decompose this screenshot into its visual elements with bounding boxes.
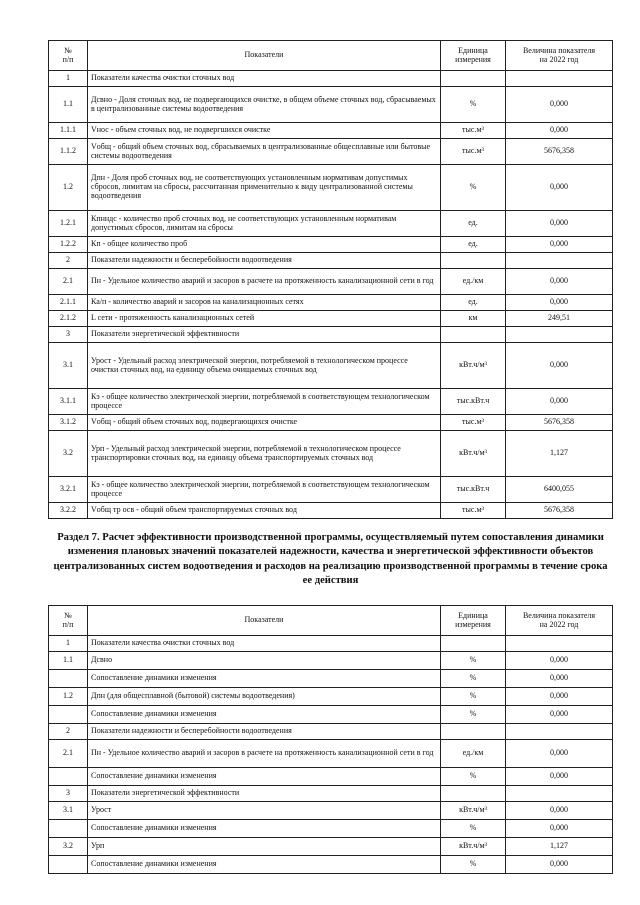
efficiency-table — [48, 605, 613, 874]
row-value: 0,000 — [506, 856, 613, 874]
row-number: 3.2.2 — [49, 503, 88, 519]
row-indicator: Показатели качества очистки сточных вод — [88, 71, 441, 87]
row-unit — [441, 636, 506, 652]
row-value: 0,000 — [506, 123, 613, 139]
row-unit: кВт.ч/м³ — [441, 838, 506, 856]
col-value-header: Величина показателя на 2022 год — [506, 606, 613, 636]
table-row — [49, 802, 613, 820]
row-number: 3 — [49, 786, 88, 802]
row-number: 3.2.1 — [49, 477, 88, 503]
row-value — [506, 327, 613, 343]
row-value: 5676,358 — [506, 415, 613, 431]
row-number: 1.1 — [49, 652, 88, 670]
row-value: 0,000 — [506, 802, 613, 820]
row-value: 0,000 — [506, 768, 613, 786]
row-unit — [441, 327, 506, 343]
table-row — [49, 652, 613, 670]
section-7-title: Раздел 7. Расчет эффективности производственной программы, осуществляемый путем сопоставления динамики изменения плановых значений показателей надежности, качества и энергетической эффективности объектов централизованных систем водоотведения и расходов на реализацию производственной программы в течение срока ее действия — [53, 532, 608, 586]
row-number: 2.1 — [49, 269, 88, 295]
row-value: 5676,358 — [506, 139, 613, 165]
table-row — [49, 820, 613, 838]
row-indicator: Дпн (для общесплавной (бытовой) системы водоотведения) — [88, 688, 441, 706]
table-row — [49, 237, 613, 253]
table-row — [49, 688, 613, 706]
row-value: 0,000 — [506, 211, 613, 237]
row-unit: кВт.ч/м³ — [441, 343, 506, 389]
row-value: 1,127 — [506, 838, 613, 856]
row-number: 1 — [49, 71, 88, 87]
table-row — [49, 670, 613, 688]
row-value: 0,000 — [506, 688, 613, 706]
row-indicator: Дсвно - Доля сточных вод, не подвергающихся очистке, в общем объеме сточных вод, сбрасываемых в централизованные системы водоотведения — [88, 87, 441, 123]
table-row — [49, 636, 613, 652]
row-indicator: Сопоставление динамики изменения — [88, 856, 441, 874]
row-indicator: Дсвно — [88, 652, 441, 670]
table-row — [49, 838, 613, 856]
row-value: 0,000 — [506, 652, 613, 670]
row-unit: ед./км — [441, 740, 506, 768]
col-unit-header: Единица измерения — [441, 41, 506, 71]
row-indicator: Показатели качества очистки сточных вод — [88, 636, 441, 652]
row-unit: % — [441, 688, 506, 706]
row-value — [506, 71, 613, 87]
table-row — [49, 139, 613, 165]
row-unit — [441, 253, 506, 269]
table-row — [49, 786, 613, 802]
indicators-table — [48, 40, 613, 519]
row-number: 1 — [49, 636, 88, 652]
row-indicator: Сопоставление динамики изменения — [88, 706, 441, 724]
row-number: 3.1.2 — [49, 415, 88, 431]
row-value — [506, 253, 613, 269]
row-indicator: Кпнндс - количество проб сточных вод, не соответствующих установленным нормативам допустимых сбросов, лимитам на сбросы — [88, 211, 441, 237]
row-indicator: L сети - протяженность канализационных сетей — [88, 311, 441, 327]
row-value — [506, 724, 613, 740]
row-value: 5676,358 — [506, 503, 613, 519]
row-unit: ед./км — [441, 269, 506, 295]
row-number: 3.1.1 — [49, 389, 88, 415]
row-number: 3.2 — [49, 431, 88, 477]
table-row — [49, 211, 613, 237]
col-unit-header: Единица измерения — [441, 606, 506, 636]
row-unit: тыс.кВт.ч — [441, 477, 506, 503]
row-indicator: Vнос - объем сточных вод, не подвергшихся очистке — [88, 123, 441, 139]
row-unit — [441, 786, 506, 802]
row-value: 0,000 — [506, 237, 613, 253]
row-value: 0,000 — [506, 706, 613, 724]
row-value: 0,000 — [506, 740, 613, 768]
row-indicator: Показатели надежности и бесперебойности водоотведения — [88, 253, 441, 269]
row-number — [49, 706, 88, 724]
table-row — [49, 724, 613, 740]
row-unit — [441, 724, 506, 740]
row-unit: кВт.ч/м³ — [441, 431, 506, 477]
row-number: 2.1.1 — [49, 295, 88, 311]
row-number: 1.1.1 — [49, 123, 88, 139]
row-unit — [441, 71, 506, 87]
row-unit: % — [441, 670, 506, 688]
row-number — [49, 768, 88, 786]
row-indicator: Vобщ тр осв - общий объем транспортируемых сточных вод — [88, 503, 441, 519]
row-indicator: Кп - общее количество проб — [88, 237, 441, 253]
col-number-header: № п/п — [49, 41, 88, 71]
row-value: 0,000 — [506, 295, 613, 311]
row-unit: ед. — [441, 237, 506, 253]
row-indicator: Vобщ - общий объем сточных вод, сбрасываемых в централизованные общесплавные или бытовые системы водоотведения — [88, 139, 441, 165]
row-number: 2.1.2 — [49, 311, 88, 327]
table-row — [49, 477, 613, 503]
row-value — [506, 636, 613, 652]
row-number — [49, 670, 88, 688]
row-indicator: Ка/п - количество аварий и засоров на канализационных сетях — [88, 295, 441, 311]
table-row — [49, 431, 613, 477]
row-number: 3.1 — [49, 343, 88, 389]
row-unit: % — [441, 706, 506, 724]
table-row — [49, 87, 613, 123]
row-unit: тыс.кВт.ч — [441, 389, 506, 415]
row-unit: % — [441, 856, 506, 874]
table-row — [49, 327, 613, 343]
col-indicator-header: Показатели — [88, 606, 441, 636]
table-row — [49, 706, 613, 724]
table-row — [49, 311, 613, 327]
row-value: 1,127 — [506, 431, 613, 477]
row-number: 2.1 — [49, 740, 88, 768]
row-number: 1.2 — [49, 165, 88, 211]
row-value: 0,000 — [506, 343, 613, 389]
row-unit: кВт.ч/м³ — [441, 802, 506, 820]
row-unit: % — [441, 87, 506, 123]
table-row — [49, 856, 613, 874]
row-indicator: Пн - Удельное количество аварий и засоров в расчете на протяженность канализационной сети в год — [88, 269, 441, 295]
row-number: 2 — [49, 724, 88, 740]
row-indicator: Пн - Удельное количество аварий и засоров в расчете на протяженность канализационной сети в год — [88, 740, 441, 768]
row-number: 1.1.2 — [49, 139, 88, 165]
row-unit: % — [441, 820, 506, 838]
table-row — [49, 503, 613, 519]
row-value: 0,000 — [506, 87, 613, 123]
row-unit: км — [441, 311, 506, 327]
table-row — [49, 343, 613, 389]
table-row — [49, 123, 613, 139]
row-indicator: Сопоставление динамики изменения — [88, 670, 441, 688]
table-row — [49, 415, 613, 431]
col-value-header: Величина показателя на 2022 год — [506, 41, 613, 71]
row-value: 0,000 — [506, 670, 613, 688]
row-unit: % — [441, 165, 506, 211]
row-indicator: Урп - Удельный расход электрической энергии, потребляемой в технологическом процессе транспортировки сточных вод, на единицу объема транспортируемых сточных вод — [88, 431, 441, 477]
row-indicator: Vобщ - общий объем сточных вод, подвергающихся очистке — [88, 415, 441, 431]
col-indicator-header: Показатели — [88, 41, 441, 71]
row-number — [49, 820, 88, 838]
row-indicator: Показатели надежности и бесперебойности водоотведения — [88, 724, 441, 740]
row-indicator: Урост - Удельный расход электрической энергии, потребляемой в технологическом процессе очистки сточных вод, на единицу объема очищаемых сточных вод — [88, 343, 441, 389]
row-value — [506, 786, 613, 802]
row-value: 0,000 — [506, 820, 613, 838]
row-number: 1.2.1 — [49, 211, 88, 237]
table-row — [49, 165, 613, 211]
row-number: 1.2.2 — [49, 237, 88, 253]
row-unit: тыс.м³ — [441, 415, 506, 431]
row-indicator: Дпн - Доля проб сточных вод, не соответствующих установленным нормативам допустимых сбросов, лимитам на сбросы, рассчитанная применительно к виду централизованной системы водоотведения — [88, 165, 441, 211]
row-indicator: Сопоставление динамики изменения — [88, 820, 441, 838]
row-unit: ед. — [441, 211, 506, 237]
row-indicator: Урост — [88, 802, 441, 820]
row-value: 249,51 — [506, 311, 613, 327]
row-unit: % — [441, 652, 506, 670]
row-indicator: Показатели энергетической эффективности — [88, 327, 441, 343]
table-row — [49, 295, 613, 311]
row-unit: тыс.м³ — [441, 503, 506, 519]
row-value: 6400,055 — [506, 477, 613, 503]
row-unit: % — [441, 768, 506, 786]
row-value: 0,000 — [506, 389, 613, 415]
row-number: 3.1 — [49, 802, 88, 820]
row-number: 1.2 — [49, 688, 88, 706]
row-number: 3 — [49, 327, 88, 343]
row-unit: ед. — [441, 295, 506, 311]
row-unit: тыс.м³ — [441, 123, 506, 139]
table-row — [49, 389, 613, 415]
table-row — [49, 768, 613, 786]
table-row — [49, 269, 613, 295]
row-unit: тыс.м³ — [441, 139, 506, 165]
row-indicator: Урп — [88, 838, 441, 856]
row-number: 1.1 — [49, 87, 88, 123]
row-indicator: Кэ - общее количество электрической энергии, потребляемой в соответствующем технологическом процессе — [88, 477, 441, 503]
row-value: 0,000 — [506, 165, 613, 211]
table-row — [49, 71, 613, 87]
col-number-header: № п/п — [49, 606, 88, 636]
row-indicator: Кэ - общее количество электрической энергии, потребляемой в соответствующем технологическом процессе — [88, 389, 441, 415]
row-indicator: Показатели энергетической эффективности — [88, 786, 441, 802]
table-row — [49, 253, 613, 269]
row-number — [49, 856, 88, 874]
table-row — [49, 740, 613, 768]
row-number: 2 — [49, 253, 88, 269]
row-number: 3.2 — [49, 838, 88, 856]
row-value: 0,000 — [506, 269, 613, 295]
row-indicator: Сопоставление динамики изменения — [88, 768, 441, 786]
